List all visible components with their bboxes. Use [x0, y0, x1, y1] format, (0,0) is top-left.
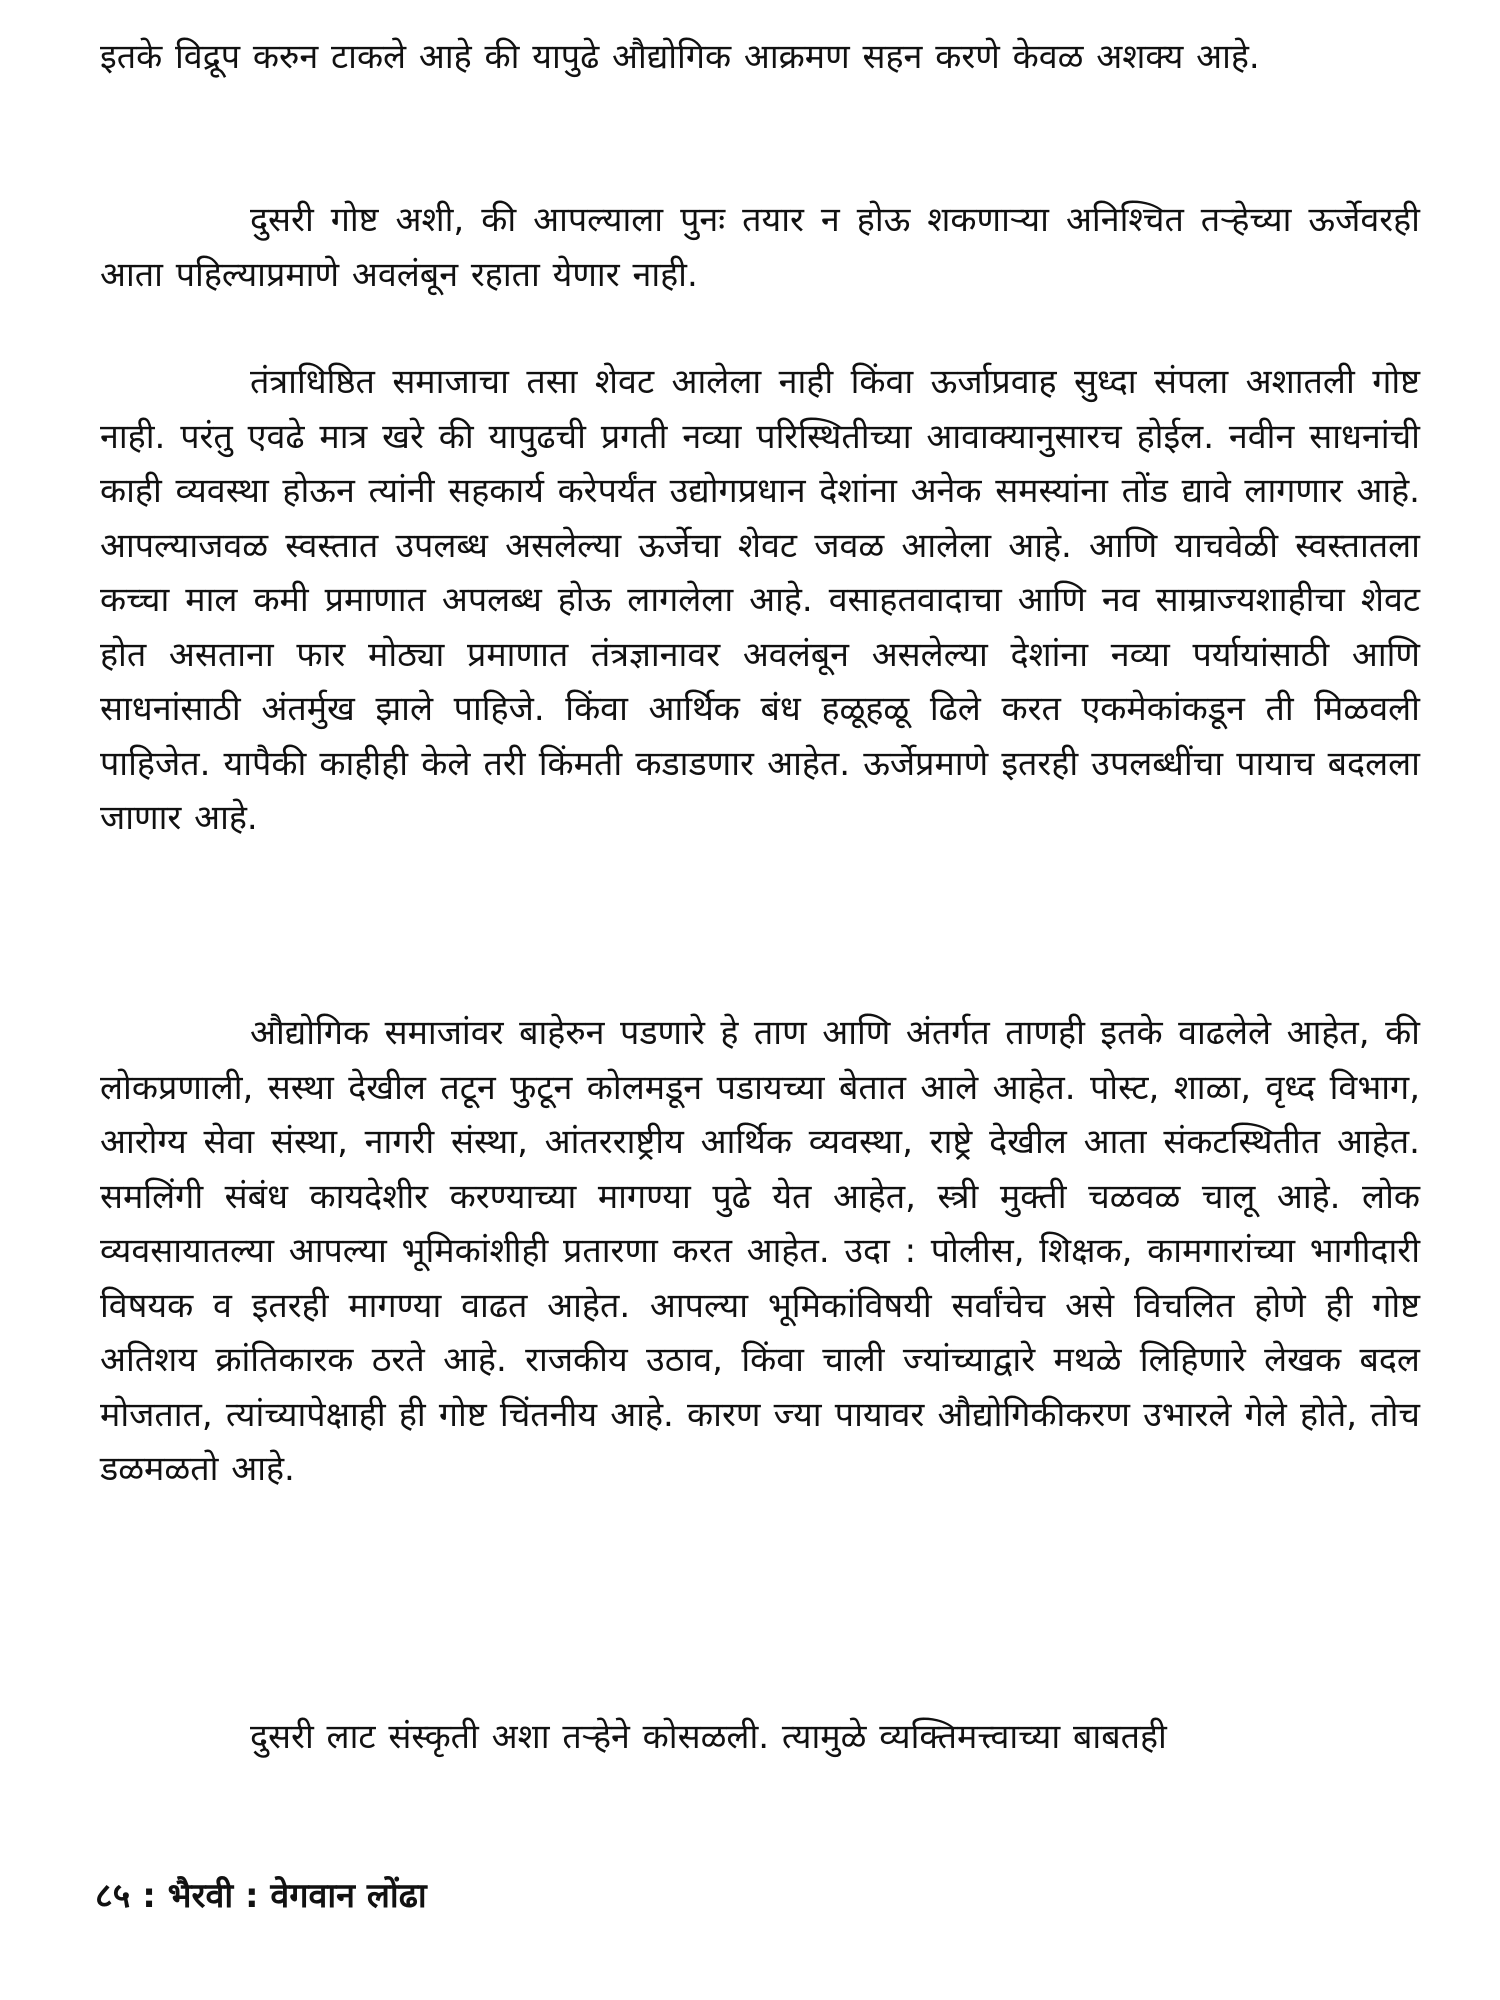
paragraph: दुसरी लाट संस्कृती अशा तऱ्हेने कोसळली. त्यामुळे व्यक्तिमत्त्वाच्या बाबतही [250, 1717, 1167, 1757]
paragraph: दुसरी गोष्ट अशी, की आपल्याला पुनः तयार न होऊ शकणाऱ्या अनिश्चित तऱ्हेच्या ऊर्जेवरही आता पहिल्याप्रमाणे अवलंबून रहाता येणार नाही. [100, 200, 1420, 295]
paragraph: औद्योगिक समाजांवर बाहेरुन पडणारे हे ताण आणि अंतर्गत ताणही इतके वाढलेले आहेत, की लोकप्रणाली, सस्था देखील तटून फुटून कोलमडून पडायच्या बेतात आले आहेत. पोस्ट, शाळा, वृध्द विभाग, आरोग्य सेवा संस्था, नागरी संस्था, आंतरराष्ट्रीय आर्थिक व्यवस्था, राष्ट्रे देखील आता संकटस्थितीत आहेत. समलिंगी संबंध कायदेशीर करण्याच्या मागण्या पुढे येत आहेत, स्त्री मुक्ती चळवळ चालू आहे. लोक व्यवसायातल्या आपल्या भूमिकांशीही प्रतारणा करत आहेत. उदा : पोलीस, शिक्षक, कामगारांच्या भागीदारी विषयक व इतरही मागण्या वाढत आहेत. आपल्या भूमिकांविषयी सर्वांचेच असे विचलित होणे ही गोष्ट अतिशय क्रांतिकारक ठरते आहे. राजकीय उठाव, किंवा चाली ज्यांच्याद्वारे मथळे लिहिणारे लेखक बदल मोजतात, त्यांच्यापेक्षाही ही गोष्ट चिंतनीय आहे. कारण ज्या पायावर औद्योगिकीकरण उभारले गेले होते, तोच डळमळतो आहे. [100, 1013, 1420, 1489]
paragraph: इतके विद्रूप करुन टाकले आहे की यापुढे औद्योगिक आक्रमण सहन करणे केवळ अशक्य आहे. [100, 37, 1260, 77]
paragraph: तंत्राधिष्ठित समाजाचा तसा शेवट आलेला नाही किंवा ऊर्जाप्रवाह सुध्दा संपला अशातली गोष्ट नाही. परंतु एवढे मात्र खरे की यापुढची प्रगती नव्या परिस्थितीच्या आवाक्यानुसारच होईल. नवीन साधनांची काही व्यवस्था होऊन त्यांनी सहकार्य करेपर्यंत उद्योगप्रधान देशांना अनेक समस्यांना तोंड द्यावे लागणार आहे. आपल्याजवळ स्वस्तात उपलब्ध असलेल्या ऊर्जेचा शेवट जवळ आलेला आहे. आणि याचवेळी स्वस्तातला कच्चा माल कमी प्रमाणात अपलब्ध होऊ लागलेला आहे. वसाहतवादाचा आणि नव साम्राज्यशाहीचा शेवट होत असताना फार मोठ्या प्रमाणात तंत्रज्ञानावर अवलंबून असलेल्या देशांना नव्या पर्यायांसाठी आणि साधनांसाठी अंतर्मुख झाले पाहिजे. किंवा आर्थिक बंध हळूहळू ढिले करत एकमेकांकडून ती मिळवली पाहिजेत. यापैकी काहीही केले तरी किंमती कडाडणार आहेत. ऊर्जेप्रमाणे इतरही उपलब्धींचा पायाच बदलला जाणार आहे. [100, 362, 1420, 838]
page-footer: ८५ : भैरवी : वेगवान लोंढा [95, 1876, 427, 1916]
